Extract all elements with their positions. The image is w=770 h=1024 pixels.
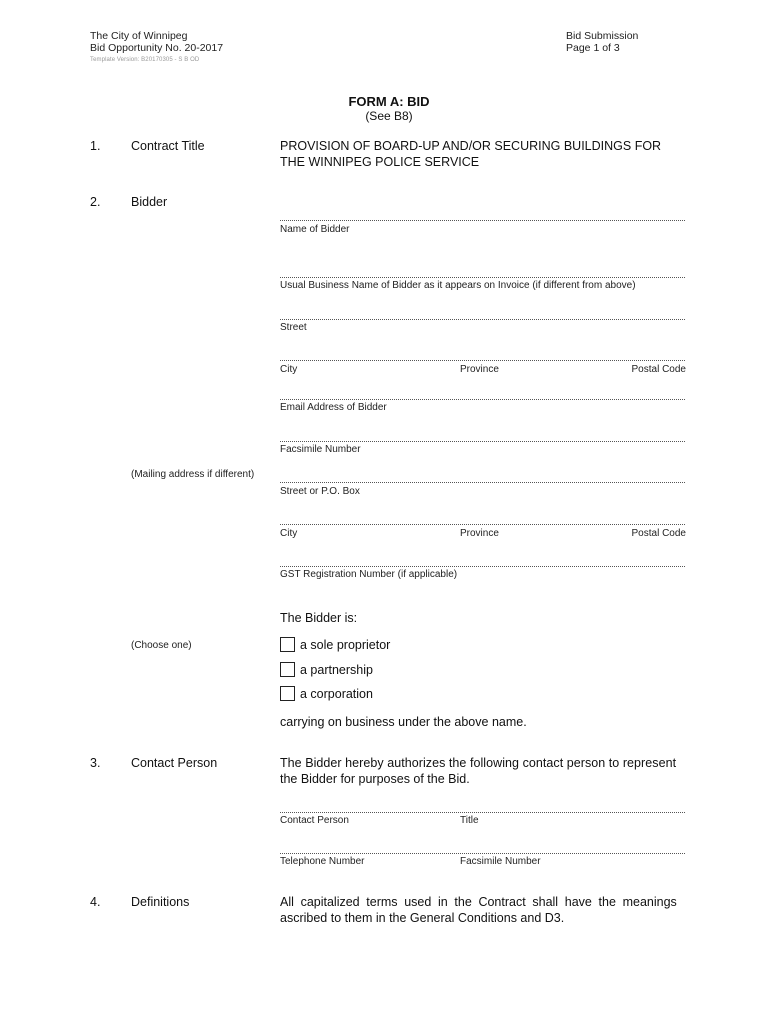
contact-facsimile-caption: Facsimile Number — [460, 856, 541, 867]
name-of-bidder-line[interactable] — [280, 220, 685, 221]
contact-person-text-line2: the Bidder for purposes of the Bid. — [280, 772, 470, 786]
city-caption: City — [280, 364, 298, 375]
header-bid-opportunity: Bid Opportunity No. 20-2017 — [90, 42, 224, 54]
name-of-bidder-caption: Name of Bidder — [280, 224, 350, 235]
section-3-number: 3. — [90, 756, 101, 770]
gst-caption: GST Registration Number (if applicable) — [280, 569, 458, 580]
sole-proprietor-checkbox[interactable] — [280, 637, 295, 652]
form-subtitle: (See B8) — [365, 109, 413, 123]
mailing-province-caption: Province — [460, 528, 499, 539]
section-2-number: 2. — [90, 195, 101, 209]
header-page-number: Page 1 of 3 — [566, 42, 620, 54]
email-caption: Email Address of Bidder — [280, 402, 387, 413]
section-3-label: Contact Person — [131, 756, 218, 770]
carrying-on-text: carrying on business under the above name. — [280, 715, 527, 729]
street-po-box-caption: Street or P.O. Box — [280, 486, 360, 497]
province-caption: Province — [460, 364, 499, 375]
section-1-label: Contract Title — [131, 139, 205, 153]
email-line[interactable] — [280, 399, 685, 400]
choose-one-note: (Choose one) — [131, 640, 192, 651]
header-bid-submission: Bid Submission — [566, 30, 639, 42]
section-1-number: 1. — [90, 139, 101, 153]
telephone-facsimile-line[interactable] — [280, 853, 685, 854]
street-line[interactable] — [280, 319, 685, 320]
usual-business-name-caption: Usual Business Name of Bidder as it appears on Invoice (if different from above) — [280, 280, 636, 291]
partnership-checkbox[interactable] — [280, 662, 295, 677]
mailing-city-province-postal-line[interactable] — [280, 524, 685, 525]
header-city: The City of Winnipeg — [90, 30, 188, 42]
definitions-text-line1: All capitalized terms used in the Contract shall have the meanings — [280, 895, 677, 909]
contract-title-line2: THE WINNIPEG POLICE SERVICE — [280, 155, 480, 169]
contact-person-caption: Contact Person — [280, 815, 349, 826]
contract-title-line1: PROVISION OF BOARD-UP AND/OR SECURING BUILDINGS FOR — [280, 139, 662, 153]
city-province-postal-line[interactable] — [280, 360, 685, 361]
gst-line[interactable] — [280, 566, 685, 567]
mailing-postal-code-caption: Postal Code — [631, 528, 686, 539]
section-2-label: Bidder — [131, 195, 168, 209]
contact-person-title-line[interactable] — [280, 812, 685, 813]
street-po-box-line[interactable] — [280, 482, 685, 483]
corporation-label: a corporation — [300, 687, 373, 701]
usual-business-name-line[interactable] — [280, 277, 685, 278]
corporation-checkbox[interactable] — [280, 686, 295, 701]
mailing-address-note: (Mailing address if different) — [131, 469, 255, 480]
bidder-is-label: The Bidder is: — [280, 611, 358, 625]
sole-proprietor-label: a sole proprietor — [300, 638, 391, 652]
partnership-label: a partnership — [300, 663, 373, 677]
form-title: FORM A: BID — [348, 94, 430, 109]
template-version: Template Version: B20170305 - S B OD — [90, 57, 200, 63]
contact-person-text-line1: The Bidder hereby authorizes the following contact person to represent — [280, 756, 677, 770]
mailing-city-caption: City — [280, 528, 298, 539]
facsimile-caption: Facsimile Number — [280, 444, 361, 455]
section-4-label: Definitions — [131, 895, 190, 909]
street-caption: Street — [280, 322, 307, 333]
title-caption: Title — [460, 815, 479, 826]
facsimile-line[interactable] — [280, 441, 685, 442]
definitions-text-line2: ascribed to them in the General Conditions and D3. — [280, 911, 565, 925]
postal-code-caption: Postal Code — [631, 364, 686, 375]
telephone-caption: Telephone Number — [280, 856, 365, 867]
section-4-number: 4. — [90, 895, 101, 909]
